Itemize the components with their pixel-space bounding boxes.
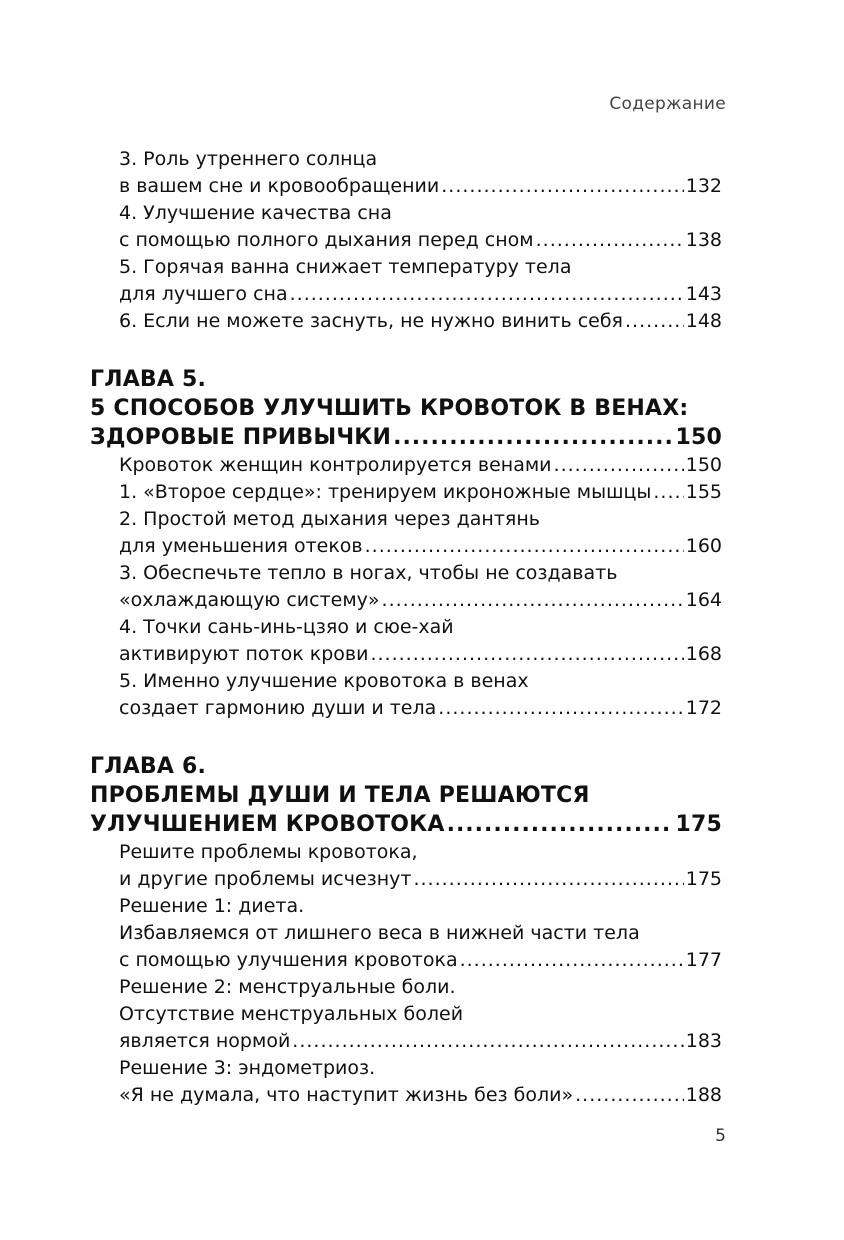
page-ref: 177 <box>685 949 722 971</box>
toc-entry-line: создает гармонию души и тела ..... 172 <box>90 695 722 722</box>
page-ref: 188 <box>685 1084 722 1106</box>
toc-entry-line: Решите проблемы кровотока, <box>119 841 418 863</box>
toc-entry[interactable] <box>90 254 722 308</box>
toc-entry-line: в вашем сне и кровообращении ..... 132 <box>90 173 722 200</box>
toc-entry-line: «Я не думала, что наступит жизнь без боли» ..... 188 <box>90 1082 722 1109</box>
toc-entry[interactable] <box>90 839 722 893</box>
toc-entry[interactable] <box>90 614 722 668</box>
toc-entry-line: является нормой ..... 183 <box>90 1028 722 1055</box>
toc-entry[interactable] <box>90 146 722 200</box>
page-ref: 168 <box>685 643 722 665</box>
toc-entry[interactable] <box>90 308 722 335</box>
page-number: 5 <box>715 1126 726 1146</box>
chapter-title-entry[interactable]: УЛУЧШЕНИЕМ КРОВОТОКА ..... 175 <box>90 810 722 839</box>
toc-entry[interactable] <box>90 1055 722 1109</box>
page-ref: 132 <box>685 175 722 197</box>
page-ref: 172 <box>685 697 722 719</box>
page-ref: 143 <box>685 283 722 305</box>
toc-entry-line: Кровоток женщин контролируется венами ..... 150 <box>90 452 722 479</box>
page-ref: 150 <box>675 425 722 450</box>
toc-entry-line: 2. Простой метод дыхания через дантянь <box>119 508 540 530</box>
toc-entry-line: «охлаждающую систему» ..... 164 <box>90 587 722 614</box>
toc-entry-line: 3. Обеспечьте тепло в ногах, чтобы не создавать <box>119 562 618 584</box>
page-ref: 183 <box>685 1030 722 1052</box>
toc-entry-line: 4. Точки сань-инь-цзяо и сюе-хай <box>119 616 454 638</box>
toc-entry-line: Решение 3: эндометриоз. <box>119 1057 376 1079</box>
page-ref: 155 <box>685 481 722 503</box>
page-ref: 164 <box>685 589 722 611</box>
toc-entry[interactable] <box>90 893 722 974</box>
toc-entry-line: Решение 2: менструальные боли. <box>119 976 456 998</box>
page-ref: 175 <box>685 868 722 890</box>
toc-entry[interactable] <box>90 452 722 479</box>
toc-entry[interactable] <box>90 560 722 614</box>
chapter-title-line: ПРОБЛЕМЫ ДУШИ И ТЕЛА РЕШАЮТСЯ <box>90 783 590 808</box>
table-of-contents <box>90 146 722 1109</box>
chapter-title-entry[interactable]: ЗДОРОВЫЕ ПРИВЫЧКИ ..... 150 <box>90 423 722 452</box>
toc-entry[interactable] <box>90 974 722 1055</box>
chapter-label: ГЛАВА 6. <box>90 754 207 779</box>
running-title: Содержание <box>609 94 726 114</box>
toc-entry-line: Отсутствие менструальных болей <box>119 1003 464 1025</box>
chapter-title-line: 5 СПОСОБОВ УЛУЧШИТЬ КРОВОТОК В ВЕНАХ: <box>90 396 689 421</box>
toc-entry-line: 1. «Второе сердце»: тренируем икроножные мышцы ..... 155 <box>90 479 722 506</box>
chapter-6 <box>90 752 722 1109</box>
toc-entry[interactable] <box>90 200 722 254</box>
page-ref: 175 <box>675 812 722 837</box>
toc-entry-line: 6. Если не можете заснуть, не нужно винить себя ..... 148 <box>90 308 722 335</box>
toc-entry-line: 5. Горячая ванна снижает температуру тела <box>119 256 572 278</box>
chapter-5 <box>90 365 722 722</box>
toc-entry-line: активируют поток крови ..... 168 <box>90 641 722 668</box>
toc-entry-line: для уменьшения отеков ..... 160 <box>90 533 722 560</box>
page-ref: 160 <box>685 535 722 557</box>
toc-entry-line: Решение 1: диета. <box>119 895 305 917</box>
toc-entry-line: для лучшего сна ..... 143 <box>90 281 722 308</box>
toc-entry[interactable] <box>90 506 722 560</box>
toc-entry-line: с помощью полного дыхания перед сном ..... 138 <box>90 227 722 254</box>
page-ref: 150 <box>685 454 722 476</box>
toc-entry-line: и другие проблемы исчезнут ..... 175 <box>90 866 722 893</box>
page-ref: 148 <box>685 310 722 332</box>
toc-entry-line: с помощью улучшения кровотока ..... 177 <box>90 947 722 974</box>
toc-entry[interactable] <box>90 668 722 722</box>
toc-entry-line: Избавляемся от лишнего веса в нижней части тела <box>119 922 640 944</box>
chapter-label: ГЛАВА 5. <box>90 367 207 392</box>
toc-entry-line: 4. Улучшение качества сна <box>119 202 392 224</box>
page-ref: 138 <box>685 229 722 251</box>
toc-entry-line: 3. Роль утреннего солнца <box>119 148 378 170</box>
toc-entry-line: 5. Именно улучшение кровотока в венах <box>119 670 529 692</box>
toc-entry[interactable] <box>90 479 722 506</box>
